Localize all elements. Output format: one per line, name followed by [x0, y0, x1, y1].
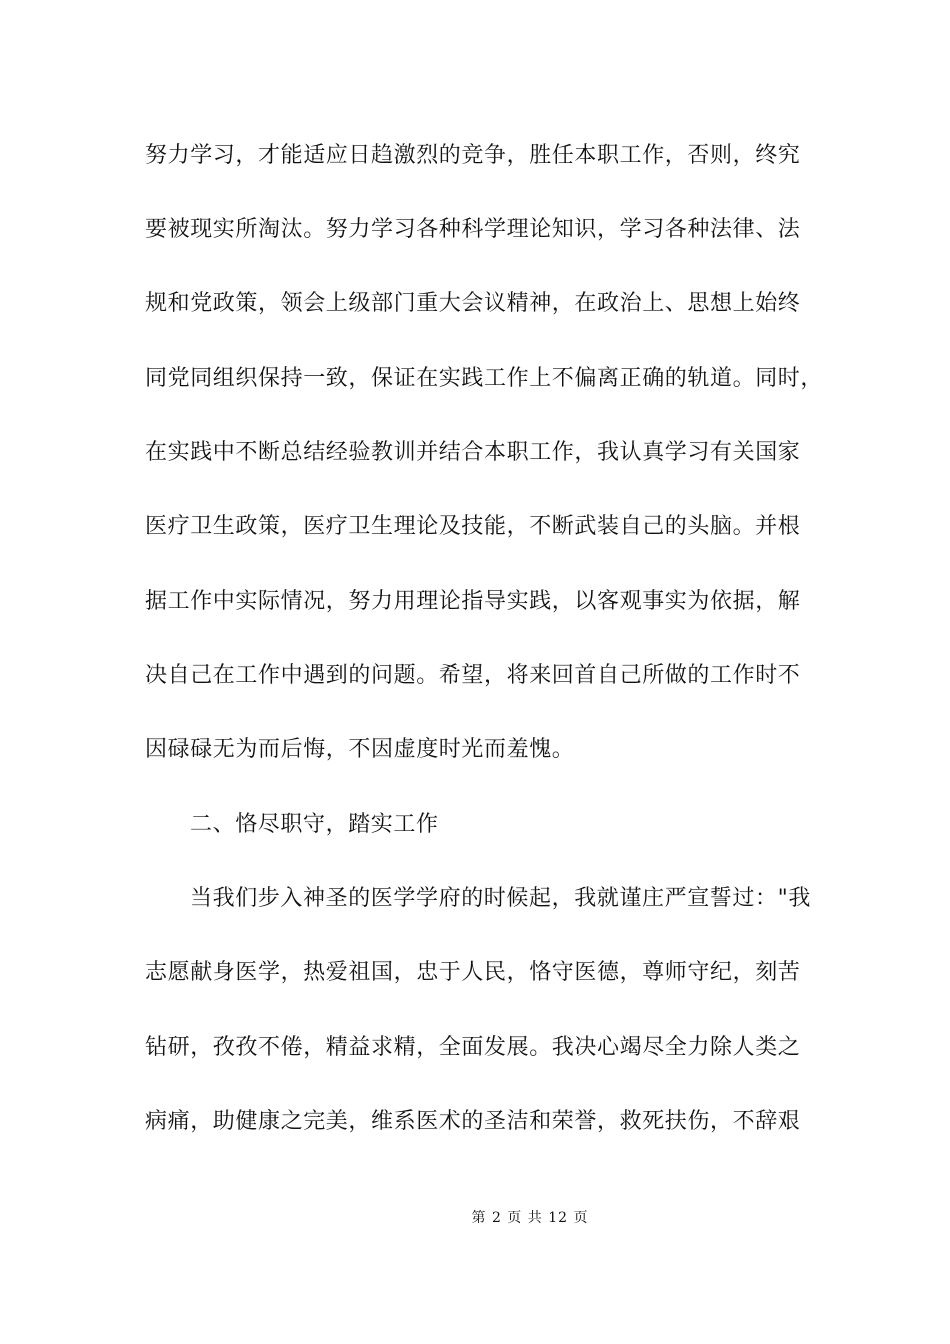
paragraph-line: 据工作中实际情况，努力用理论指导实践，以客观事实为依据，解: [145, 589, 801, 614]
paragraph-line: 同党同组织保持一致，保证在实践工作上不偏离正确的轨道。同时，: [145, 366, 824, 391]
paragraph-line: 在实践中不断总结经验教训并结合本职工作，我认真学习有关国家: [145, 440, 801, 465]
page-number-footer: 第 2 页 共 12 页: [471, 1210, 589, 1226]
paragraph-line: 规和党政策，领会上级部门重大会议精神，在政治上、思想上始终: [145, 291, 801, 316]
paragraph-line: 因碌碌无为而后悔，不因虚度时光而羞愧。: [145, 737, 575, 762]
paragraph-line: 要被现实所淘汰。努力学习各种科学理论知识，学习各种法律、法: [145, 217, 801, 242]
paragraph-line: 钻研，孜孜不倦，精益求精，全面发展。我决心竭尽全力除人类之: [145, 1035, 801, 1060]
paragraph-line: 决自己在工作中遇到的问题。希望，将来回首自己所做的工作时不: [145, 663, 801, 688]
section-heading: 二、恪尽职守，踏实工作: [190, 812, 439, 837]
paragraph-line: 当我们步入神圣的医学学府的时候起，我就谨庄严宣誓过："我: [190, 886, 811, 911]
paragraph-line: 医疗卫生政策，医疗卫生理论及技能，不断武装自己的头脑。并根: [145, 514, 801, 539]
paragraph-line: 志愿献身医学，热爱祖国，忠于人民，恪守医德，尊师守纪，刻苦: [145, 960, 801, 985]
paragraph-line: 病痛，助健康之完美，维系医术的圣洁和荣誉，救死扶伤，不辞艰: [145, 1109, 801, 1134]
paragraph-line: 努力学习，才能适应日趋激烈的竞争，胜任本职工作，否则，终究: [145, 143, 801, 168]
